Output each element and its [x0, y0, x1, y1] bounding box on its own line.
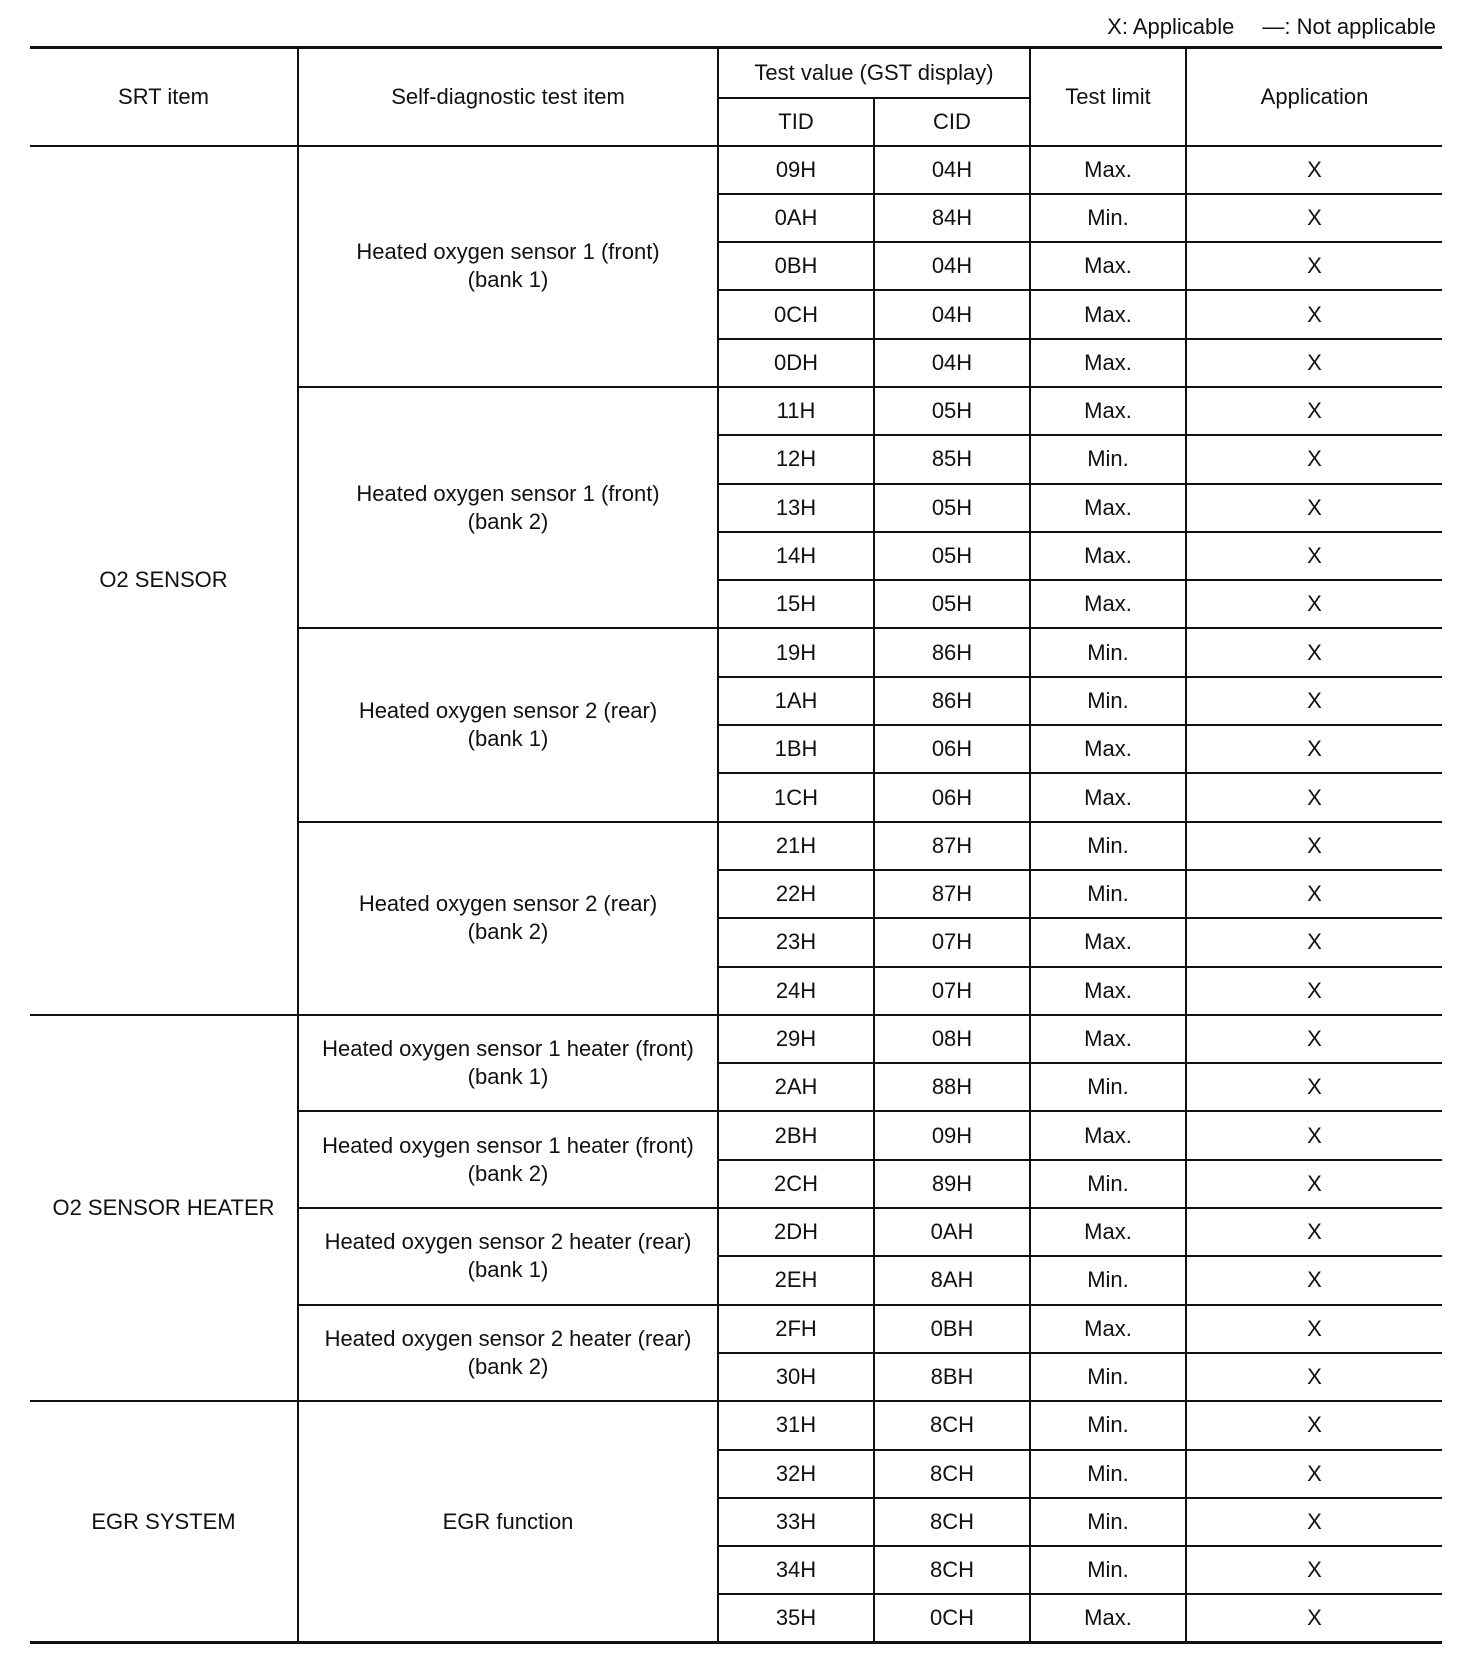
cid-cell: 8CH	[874, 1450, 1030, 1498]
self-diagnostic-item-cell: Heated oxygen sensor 1 (front) (bank 2)	[298, 387, 718, 628]
self-diagnostic-item-cell: EGR function	[298, 1401, 718, 1642]
header-test-limit: Test limit	[1030, 48, 1186, 146]
test-limit-cell: Max.	[1030, 1015, 1186, 1063]
tid-cell: 2FH	[718, 1305, 874, 1353]
test-limit-cell: Min.	[1030, 677, 1186, 725]
test-limit-cell: Min.	[1030, 1063, 1186, 1111]
tid-cell: 0BH	[718, 242, 874, 290]
application-cell: X	[1186, 1498, 1442, 1546]
application-cell: X	[1186, 1546, 1442, 1594]
table-body	[30, 146, 1442, 1643]
test-limit-cell: Max.	[1030, 242, 1186, 290]
cid-cell: 87H	[874, 822, 1030, 870]
cid-cell: 06H	[874, 773, 1030, 821]
self-diagnostic-item-cell: Heated oxygen sensor 2 heater (rear) (bank 1)	[298, 1208, 718, 1305]
srt-item-cell: O2 SENSOR HEATER	[30, 1015, 298, 1401]
srt-item-cell: EGR SYSTEM	[30, 1401, 298, 1642]
application-cell: X	[1186, 194, 1442, 242]
cid-cell: 88H	[874, 1063, 1030, 1111]
tid-cell: 24H	[718, 967, 874, 1015]
self-diagnostic-item-cell: Heated oxygen sensor 1 heater (front) (bank 1)	[298, 1015, 718, 1112]
application-cell: X	[1186, 1208, 1442, 1256]
srt-table	[30, 46, 1442, 1644]
cid-cell: 04H	[874, 146, 1030, 194]
cid-cell: 05H	[874, 484, 1030, 532]
cid-cell: 08H	[874, 1015, 1030, 1063]
tid-cell: 2CH	[718, 1160, 874, 1208]
application-cell: X	[1186, 1160, 1442, 1208]
test-limit-cell: Max.	[1030, 1208, 1186, 1256]
test-limit-cell: Max.	[1030, 1594, 1186, 1642]
cid-cell: 09H	[874, 1111, 1030, 1159]
cid-cell: 85H	[874, 435, 1030, 483]
tid-cell: 32H	[718, 1450, 874, 1498]
cid-cell: 0CH	[874, 1594, 1030, 1642]
self-diagnostic-item-cell: Heated oxygen sensor 2 (rear) (bank 2)	[298, 822, 718, 1015]
test-limit-cell: Min.	[1030, 1353, 1186, 1401]
header-test-value: Test value (GST display)	[718, 48, 1030, 98]
cid-cell: 8BH	[874, 1353, 1030, 1401]
application-cell: X	[1186, 822, 1442, 870]
application-cell: X	[1186, 146, 1442, 194]
tid-cell: 2AH	[718, 1063, 874, 1111]
cid-cell: 05H	[874, 580, 1030, 628]
test-limit-cell: Min.	[1030, 194, 1186, 242]
self-diagnostic-item-cell: Heated oxygen sensor 1 heater (front) (bank 2)	[298, 1111, 718, 1208]
tid-cell: 2BH	[718, 1111, 874, 1159]
application-cell: X	[1186, 242, 1442, 290]
tid-cell: 1CH	[718, 773, 874, 821]
application-cell: X	[1186, 918, 1442, 966]
test-limit-cell: Min.	[1030, 628, 1186, 676]
application-cell: X	[1186, 1353, 1442, 1401]
tid-cell: 22H	[718, 870, 874, 918]
tid-cell: 1AH	[718, 677, 874, 725]
cid-cell: 07H	[874, 918, 1030, 966]
cid-cell: 04H	[874, 290, 1030, 338]
tid-cell: 12H	[718, 435, 874, 483]
tid-cell: 31H	[718, 1401, 874, 1449]
test-limit-cell: Max.	[1030, 146, 1186, 194]
tid-cell: 11H	[718, 387, 874, 435]
test-limit-cell: Max.	[1030, 484, 1186, 532]
legend	[1107, 14, 1436, 40]
application-cell: X	[1186, 532, 1442, 580]
cid-cell: 8AH	[874, 1256, 1030, 1304]
cid-cell: 87H	[874, 870, 1030, 918]
srt-item-cell: O2 SENSOR	[30, 146, 298, 1015]
test-limit-cell: Max.	[1030, 1305, 1186, 1353]
cid-cell: 0BH	[874, 1305, 1030, 1353]
cid-cell: 06H	[874, 725, 1030, 773]
tid-cell: 2EH	[718, 1256, 874, 1304]
application-cell: X	[1186, 580, 1442, 628]
table-row	[30, 1015, 1442, 1063]
application-cell: X	[1186, 1015, 1442, 1063]
tid-cell: 14H	[718, 532, 874, 580]
header-srt-item: SRT item	[30, 48, 298, 146]
application-cell: X	[1186, 290, 1442, 338]
application-cell: X	[1186, 484, 1442, 532]
table-header	[30, 48, 1442, 146]
test-limit-cell: Max.	[1030, 967, 1186, 1015]
cid-cell: 0AH	[874, 1208, 1030, 1256]
tid-cell: 0DH	[718, 339, 874, 387]
cid-cell: 8CH	[874, 1498, 1030, 1546]
tid-cell: 33H	[718, 1498, 874, 1546]
cid-cell: 04H	[874, 242, 1030, 290]
application-cell: X	[1186, 725, 1442, 773]
test-limit-cell: Max.	[1030, 725, 1186, 773]
header-self-diagnostic-test-item: Self-diagnostic test item	[298, 48, 718, 146]
tid-cell: 13H	[718, 484, 874, 532]
tid-cell: 30H	[718, 1353, 874, 1401]
cid-cell: 86H	[874, 677, 1030, 725]
application-cell: X	[1186, 1305, 1442, 1353]
legend-not-applicable: —: Not applicable	[1262, 14, 1436, 39]
test-limit-cell: Max.	[1030, 387, 1186, 435]
header-tid: TID	[718, 98, 874, 146]
test-limit-cell: Max.	[1030, 580, 1186, 628]
tid-cell: 15H	[718, 580, 874, 628]
legend-applicable: X: Applicable	[1107, 14, 1235, 39]
application-cell: X	[1186, 628, 1442, 676]
application-cell: X	[1186, 677, 1442, 725]
test-limit-cell: Min.	[1030, 1160, 1186, 1208]
application-cell: X	[1186, 339, 1442, 387]
tid-cell: 21H	[718, 822, 874, 870]
cid-cell: 84H	[874, 194, 1030, 242]
test-limit-cell: Max.	[1030, 918, 1186, 966]
test-limit-cell: Min.	[1030, 1498, 1186, 1546]
application-cell: X	[1186, 1063, 1442, 1111]
self-diagnostic-item-cell: Heated oxygen sensor 2 (rear) (bank 1)	[298, 628, 718, 821]
cid-cell: 86H	[874, 628, 1030, 676]
test-limit-cell: Min.	[1030, 1450, 1186, 1498]
cid-cell: 05H	[874, 532, 1030, 580]
test-limit-cell: Min.	[1030, 1256, 1186, 1304]
application-cell: X	[1186, 435, 1442, 483]
application-cell: X	[1186, 1594, 1442, 1642]
cid-cell: 89H	[874, 1160, 1030, 1208]
table-row	[30, 1401, 1442, 1449]
application-cell: X	[1186, 773, 1442, 821]
test-limit-cell: Max.	[1030, 339, 1186, 387]
application-cell: X	[1186, 967, 1442, 1015]
tid-cell: 23H	[718, 918, 874, 966]
test-limit-cell: Min.	[1030, 822, 1186, 870]
header-application: Application	[1186, 48, 1442, 146]
tid-cell: 2DH	[718, 1208, 874, 1256]
test-limit-cell: Max.	[1030, 532, 1186, 580]
tid-cell: 09H	[718, 146, 874, 194]
test-limit-cell: Max.	[1030, 290, 1186, 338]
application-cell: X	[1186, 387, 1442, 435]
test-limit-cell: Min.	[1030, 1401, 1186, 1449]
test-limit-cell: Max.	[1030, 1111, 1186, 1159]
application-cell: X	[1186, 1401, 1442, 1449]
tid-cell: 34H	[718, 1546, 874, 1594]
test-limit-cell: Min.	[1030, 870, 1186, 918]
application-cell: X	[1186, 1256, 1442, 1304]
application-cell: X	[1186, 1111, 1442, 1159]
self-diagnostic-item-cell: Heated oxygen sensor 1 (front) (bank 1)	[298, 146, 718, 387]
tid-cell: 0AH	[718, 194, 874, 242]
test-limit-cell: Max.	[1030, 773, 1186, 821]
tid-cell: 0CH	[718, 290, 874, 338]
tid-cell: 1BH	[718, 725, 874, 773]
cid-cell: 05H	[874, 387, 1030, 435]
cid-cell: 8CH	[874, 1401, 1030, 1449]
tid-cell: 29H	[718, 1015, 874, 1063]
cid-cell: 04H	[874, 339, 1030, 387]
test-limit-cell: Min.	[1030, 435, 1186, 483]
test-limit-cell: Min.	[1030, 1546, 1186, 1594]
header-cid: CID	[874, 98, 1030, 146]
application-cell: X	[1186, 870, 1442, 918]
self-diagnostic-item-cell: Heated oxygen sensor 2 heater (rear) (bank 2)	[298, 1305, 718, 1402]
tid-cell: 19H	[718, 628, 874, 676]
tid-cell: 35H	[718, 1594, 874, 1642]
cid-cell: 8CH	[874, 1546, 1030, 1594]
table-row	[30, 146, 1442, 194]
application-cell: X	[1186, 1450, 1442, 1498]
cid-cell: 07H	[874, 967, 1030, 1015]
